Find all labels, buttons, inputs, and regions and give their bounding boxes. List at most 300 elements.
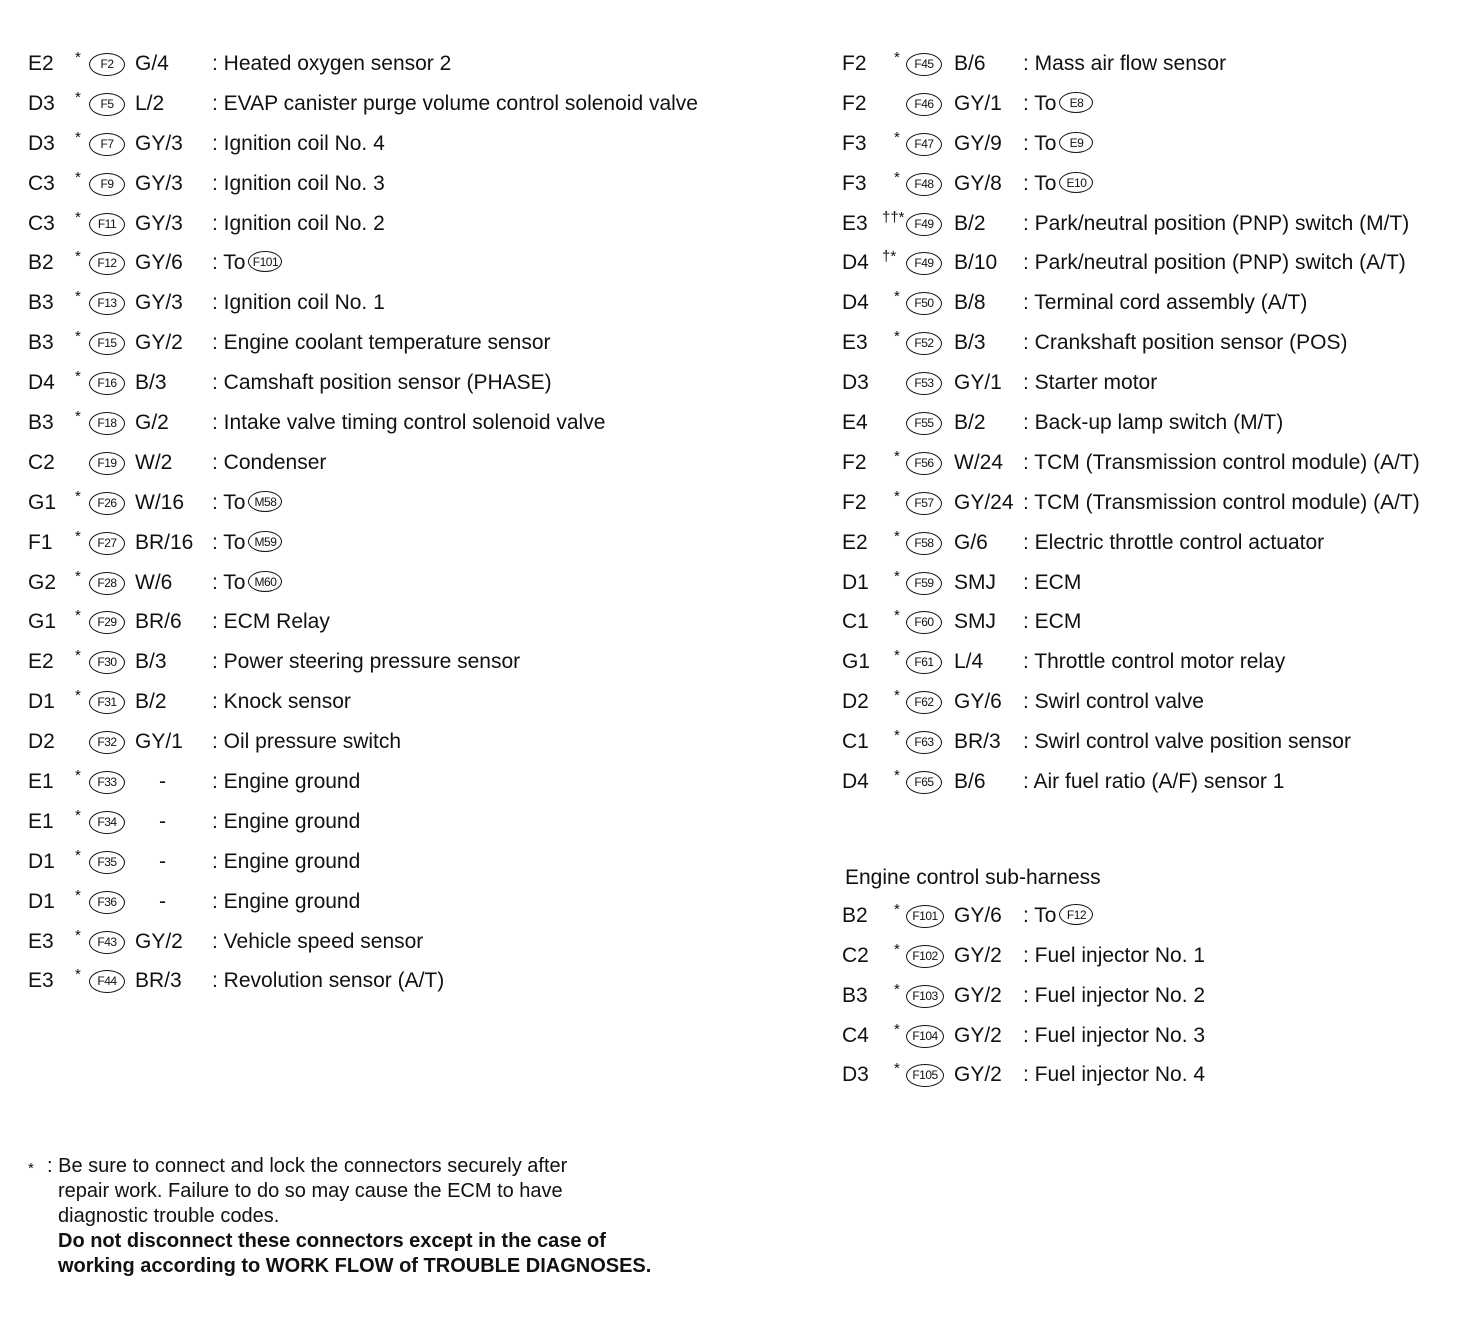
grid-location: E3 [28,969,54,993]
description-text: : Fuel injector No. 1 [1023,943,1206,967]
connector-id-badge: F55 [906,412,942,435]
sub-harness-heading: Engine control sub-harness [845,865,1101,889]
connector-row [842,563,1462,603]
note-marker: * [75,687,81,705]
connector-row [28,842,818,882]
note-marker: * [75,647,81,665]
target-connector-badge: M59 [248,531,282,552]
grid-location: B2 [28,251,54,275]
connector-id-badge: F9 [89,173,125,196]
connector-description [212,882,360,922]
connector-description [1023,44,1226,84]
note-marker: * [75,168,81,186]
grid-location: G2 [28,570,57,594]
footnote-marker: * [28,1160,34,1177]
connector-row [28,762,818,802]
connector-description [212,204,385,244]
grid-location: D1 [28,849,55,873]
connector-id-badge: F59 [906,572,942,595]
description-text: : Fuel injector No. 4 [1023,1063,1206,1087]
connector-description [1023,523,1324,563]
grid-location: C2 [842,943,869,967]
connector-id-badge: F35 [89,851,125,874]
note-marker: * [894,980,900,998]
connector-id-badge: F26 [89,492,125,515]
wire-color-pins: W/6 [135,570,173,594]
grid-location: B3 [28,331,54,355]
connector-id-badge: F36 [89,891,125,914]
wire-color-pins: GY/6 [954,903,1002,927]
connector-description [1023,1016,1205,1056]
connector-id-badge: F63 [906,731,942,754]
wire-color-pins: B/10 [954,251,998,275]
note-marker: * [894,288,900,306]
wire-color-pins: GY/1 [954,371,1002,395]
wire-color-pins: GY/2 [954,1023,1002,1047]
note-marker: * [75,886,81,904]
connector-row [28,84,818,124]
wire-color-pins: GY/2 [954,983,1002,1007]
note-marker: * [75,368,81,386]
description-text: : To [1023,131,1057,155]
connector-id-badge: F16 [89,372,125,395]
description-text: : Mass air flow sensor [1023,52,1227,75]
note-marker: * [894,49,900,66]
grid-location: B3 [842,983,868,1007]
connector-row [842,1016,1462,1056]
description-text: : Power steering pressure sensor [212,650,521,674]
grid-location: D1 [28,690,55,714]
grid-location: B2 [842,903,868,927]
wire-color-pins: B/6 [954,770,986,794]
note-marker: * [75,408,81,426]
wire-color-pins: GY/2 [954,943,1002,967]
note-marker: * [75,88,81,106]
description-text: : To [212,490,246,514]
connector-id-badge: F103 [906,985,944,1008]
connector-description [212,84,698,124]
connector-row [28,403,818,443]
grid-location: D1 [842,570,869,594]
connector-row [28,523,818,563]
description-text: : Intake valve timing control solenoid valve [212,411,606,435]
connector-description [212,523,282,563]
connector-description [212,762,360,802]
connector-description [212,124,385,164]
description-text: : Fuel injector No. 2 [1023,983,1206,1007]
note-marker: * [894,168,900,186]
right-connector-column [842,44,1462,1095]
connector-id-badge: F52 [906,332,942,355]
description-text: : Engine ground [212,809,361,833]
grid-location: C1 [842,610,869,634]
description-text: : Condenser [212,450,327,474]
connector-description [212,563,282,603]
note-marker: * [894,607,900,625]
description-text: : TCM (Transmission control module) (A/T) [1023,490,1420,514]
grid-location: G1 [28,610,57,634]
connector-description [212,283,385,323]
connector-description [1023,722,1351,762]
connector-description [1023,1055,1205,1095]
wire-color-pins: B/3 [135,371,167,395]
grid-location: D3 [28,131,55,155]
connector-row [842,722,1462,762]
connector-description [1023,642,1285,682]
connector-row [842,363,1462,403]
wire-color-pins: GY/9 [954,131,1002,155]
note-marker: †* [882,248,897,266]
wire-color-pins: B/8 [954,291,986,315]
connector-row [842,682,1462,722]
grid-location: E1 [28,809,54,833]
connector-row [28,283,818,323]
grid-location: F3 [842,171,867,195]
note-marker: * [894,567,900,585]
connector-row [28,882,818,922]
description-text: : To [1023,171,1057,195]
description-text: : Swirl control valve position sensor [1023,730,1351,754]
connector-id-badge: F61 [906,651,942,674]
connector-description [1023,483,1420,523]
note-marker: * [75,49,81,66]
connector-row [842,523,1462,563]
connector-description [1023,204,1409,244]
wire-color-pins: GY/24 [954,490,1014,514]
connector-row [842,1055,1462,1095]
grid-location: D4 [28,371,55,395]
note-marker: * [894,940,900,958]
connector-row [28,642,818,682]
note-marker: * [75,527,81,545]
grid-location: F2 [842,490,867,514]
target-connector-badge: F12 [1059,904,1093,925]
connector-id-badge: F62 [906,691,942,714]
wire-color-pins: SMJ [954,570,996,594]
grid-location: E1 [28,770,54,794]
connector-row [28,961,818,1001]
description-text: : Ignition coil No. 1 [212,291,385,315]
grid-location: D3 [842,371,869,395]
target-connector-badge: E9 [1059,132,1093,153]
connector-description [212,961,444,1001]
connector-row [28,124,818,164]
description-text: : Engine ground [212,770,361,794]
footnote-warning-line: Do not disconnect these connectors except in the case of [58,1230,606,1252]
connector-description [212,243,282,283]
connector-id-badge: F12 [89,252,125,275]
grid-location: E3 [842,211,868,235]
grid-location: E2 [28,650,54,674]
connector-id-badge: F2 [89,53,125,76]
description-text: : Vehicle speed sensor [212,929,424,953]
grid-location: D4 [842,770,869,794]
description-text: : ECM [1023,610,1082,634]
footnote-line: : Be sure to connect and lock the connectors securely after [47,1155,568,1177]
connector-description [1023,563,1081,603]
connector-row [28,164,818,204]
note-marker: * [75,846,81,864]
connector-description [1023,976,1205,1016]
wire-color-pins: BR/16 [135,530,194,554]
target-connector-badge: E10 [1059,172,1093,193]
connector-id-badge: F31 [89,691,125,714]
wire-color-pins: B/6 [954,52,986,75]
wire-color-pins: GY/3 [135,171,183,195]
connector-row [28,243,818,283]
grid-location: F2 [842,450,867,474]
connector-description [1023,682,1204,722]
connector-description [1023,243,1406,283]
description-text: : Electric throttle control actuator [1023,530,1325,554]
description-text: : Throttle control motor relay [1023,650,1286,674]
connector-id-badge: F65 [906,771,942,794]
footnote-line: diagnostic trouble codes. [58,1205,280,1227]
description-text: : Ignition coil No. 4 [212,131,385,155]
description-text: : Engine ground [212,889,361,913]
description-text: : Ignition coil No. 3 [212,171,385,195]
connector-id-badge: F44 [89,970,125,993]
connector-description [1023,403,1283,443]
connector-description [212,722,401,762]
wire-color-pins: G/6 [954,530,988,554]
connector-id-badge: F13 [89,292,125,315]
description-text: : To [212,570,246,594]
connector-id-badge: F30 [89,651,125,674]
note-marker: * [75,567,81,585]
wire-color-pins: BR/6 [135,610,182,634]
connector-id-badge: F49 [906,252,942,275]
note-marker: * [75,328,81,346]
connector-id-badge: F27 [89,532,125,555]
wire-color-pins: - [159,770,166,794]
grid-location: D4 [842,251,869,275]
wire-color-pins: GY/3 [135,291,183,315]
connector-description [212,443,326,483]
target-connector-badge: M58 [248,491,282,512]
note-marker: * [894,527,900,545]
grid-location: E3 [28,929,54,953]
description-text: : ECM Relay [212,610,330,634]
connector-description [212,842,360,882]
description-text: : Engine ground [212,849,361,873]
grid-location: C3 [28,211,55,235]
description-text: : Crankshaft position sensor (POS) [1023,331,1348,355]
connector-description [1023,283,1307,323]
connector-id-badge: F7 [89,133,125,156]
grid-location: D2 [28,730,55,754]
wire-color-pins: GY/6 [135,251,183,275]
connector-description [212,323,551,363]
description-text: : To [1023,91,1057,115]
connector-row [28,602,818,642]
connector-id-badge: F32 [89,731,125,754]
grid-location: D2 [842,690,869,714]
description-text: : To [212,530,246,554]
note-marker: * [894,900,900,918]
grid-location: D4 [842,291,869,315]
connector-id-badge: F47 [906,133,942,156]
connector-row [842,204,1462,244]
wire-color-pins: L/4 [954,650,984,674]
grid-location: E3 [842,331,868,355]
connector-id-badge: F48 [906,173,942,196]
note-marker: * [75,248,81,266]
connector-description [212,483,282,523]
grid-location: F2 [842,91,867,115]
note-marker: * [894,328,900,346]
connector-row [842,602,1462,642]
connector-id-badge: F60 [906,611,942,634]
description-text: : Oil pressure switch [212,730,402,754]
description-text: : Air fuel ratio (A/F) sensor 1 [1023,770,1285,794]
connector-id-badge: F28 [89,572,125,595]
connector-id-badge: F105 [906,1064,944,1087]
connector-row [842,243,1462,283]
note-marker: * [75,208,81,226]
connector-description [212,44,451,84]
connector-description [212,164,385,204]
wire-color-pins: GY/6 [954,690,1002,714]
wire-color-pins: GY/3 [135,131,183,155]
connector-id-badge: F29 [89,611,125,634]
wire-color-pins: W/16 [135,490,185,514]
note-marker: * [75,288,81,306]
connector-row [28,443,818,483]
wire-color-pins: B/3 [135,650,167,674]
connector-row [28,682,818,722]
connector-description [1023,602,1081,642]
connector-row [842,164,1462,204]
note-marker: * [894,687,900,705]
wire-color-pins: GY/2 [135,331,183,355]
note-marker: * [75,806,81,824]
connector-id-badge: F34 [89,811,125,834]
grid-location: F2 [842,52,867,75]
grid-location: B3 [28,291,54,315]
footnote-warning-line: working according to WORK FLOW of TROUBLE DIAGNOSES. [58,1255,652,1277]
wire-color-pins: GY/2 [954,1063,1002,1087]
grid-location: E4 [842,411,868,435]
description-text: : Swirl control valve [1023,690,1204,714]
connector-row [28,204,818,244]
connector-row [842,762,1462,802]
description-text: : Heated oxygen sensor 2 [212,52,452,75]
connector-id-badge: F11 [89,213,125,236]
wire-color-pins: B/2 [135,690,167,714]
description-text: : ECM [1023,570,1082,594]
description-text: : Ignition coil No. 2 [212,211,385,235]
connector-row [28,722,818,762]
connector-row [842,323,1462,363]
grid-location: E2 [842,530,868,554]
connector-description [212,403,605,443]
grid-location: F1 [28,530,53,554]
description-text: : Fuel injector No. 3 [1023,1023,1206,1047]
note-marker: * [75,966,81,984]
target-connector-badge: M60 [248,571,282,592]
connector-description [1023,363,1157,403]
connector-id-badge: F49 [906,213,942,236]
connector-row [842,642,1462,682]
connector-row [842,896,1462,936]
description-text: : EVAP canister purge volume control solenoid valve [212,91,698,115]
note-marker: * [894,128,900,146]
wire-color-pins: GY/3 [135,211,183,235]
description-text: : Starter motor [1023,371,1158,395]
connector-row [842,443,1462,483]
note-marker: * [894,1020,900,1038]
wire-color-pins: B/3 [954,331,986,355]
description-text: : Knock sensor [212,690,351,714]
wire-color-pins: GY/1 [135,730,183,754]
description-text: : Camshaft position sensor (PHASE) [212,371,552,395]
connector-description [212,642,520,682]
connector-id-badge: F58 [906,532,942,555]
connector-row [842,483,1462,523]
grid-location: G1 [842,650,871,674]
footnote-line: repair work. Failure to do so may cause the ECM to have [58,1180,563,1202]
connector-description [1023,323,1347,363]
wire-color-pins: GY/2 [135,929,183,953]
connector-id-badge: F101 [906,905,944,928]
wire-color-pins: GY/8 [954,171,1002,195]
wire-color-pins: L/2 [135,91,165,115]
note-marker: * [75,767,81,785]
description-text: : To [212,251,246,275]
wire-color-pins: G/4 [135,52,169,75]
connector-description [1023,443,1420,483]
grid-location: D3 [842,1063,869,1087]
note-marker: ††* [882,208,905,226]
wire-color-pins: BR/3 [135,969,182,993]
wire-color-pins: W/24 [954,450,1004,474]
wire-color-pins: G/2 [135,411,169,435]
note-marker: * [894,1060,900,1078]
note-marker: * [894,647,900,665]
grid-location: G1 [28,490,57,514]
target-connector-badge: E8 [1059,92,1093,113]
note-marker: * [894,447,900,465]
description-text: : TCM (Transmission control module) (A/T) [1023,450,1420,474]
connector-id-badge: F104 [906,1025,944,1048]
description-text: : Back-up lamp switch (M/T) [1023,411,1284,435]
left-connector-column [28,44,818,1001]
connector-description [212,922,423,962]
connector-id-badge: F45 [906,53,942,76]
grid-location: D3 [28,91,55,115]
connector-row [28,363,818,403]
connector-description [212,682,351,722]
connector-row [28,44,818,84]
connector-id-badge: F53 [906,372,942,395]
wire-color-pins: W/2 [135,450,173,474]
wire-color-pins: - [159,849,166,873]
connector-row [842,403,1462,443]
connector-id-badge: F18 [89,412,125,435]
connector-id-badge: F33 [89,771,125,794]
note-marker: * [75,128,81,146]
connector-id-badge: F19 [89,452,125,475]
note-marker: * [894,727,900,745]
connector-row [28,563,818,603]
connector-description [212,363,552,403]
wire-color-pins: SMJ [954,610,996,634]
description-text: : Terminal cord assembly (A/T) [1023,291,1308,315]
note-marker: * [894,487,900,505]
note-marker: * [75,607,81,625]
connector-description [1023,896,1093,936]
